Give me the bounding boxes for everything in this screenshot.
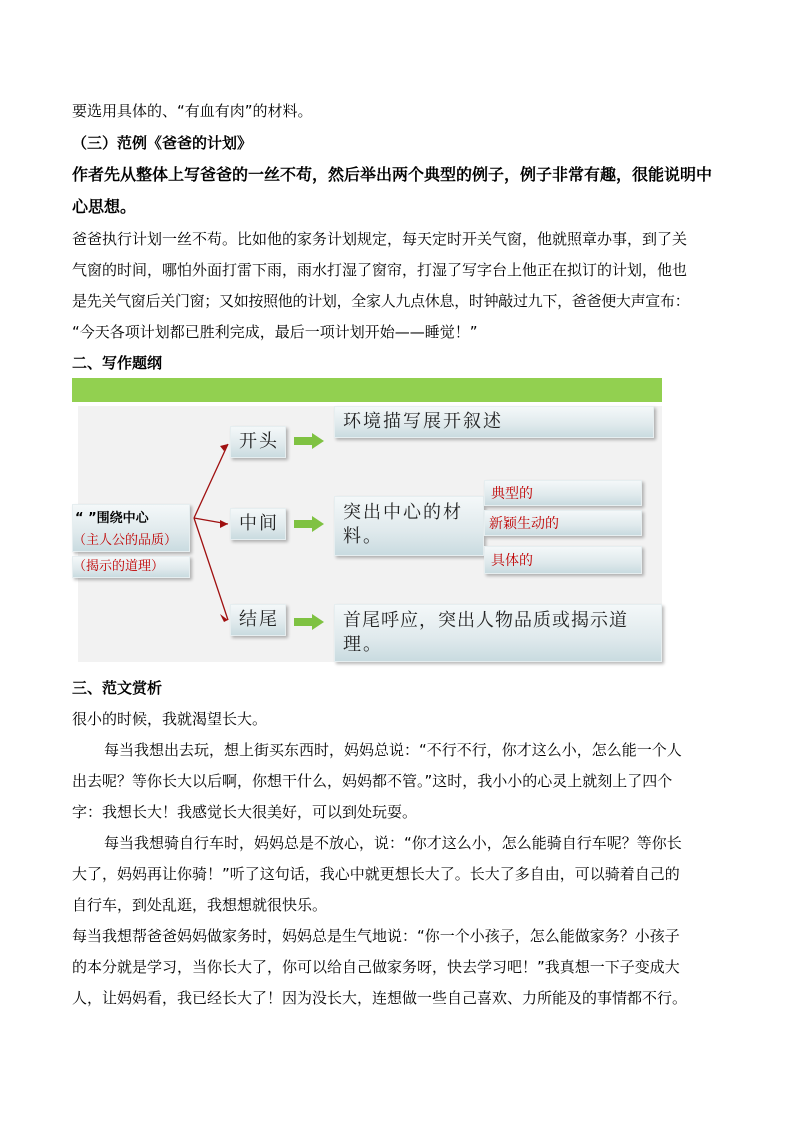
text-line: 的本分就是学习，当你长大了，你可以给自己做家务呀，快去学习吧！”我真想一下子变成大: [72, 958, 680, 976]
end-desc-box: [334, 604, 662, 662]
end-desc-line1: 首尾呼应，突出人物品质或揭示道: [343, 610, 628, 631]
text-line: 每当我想出去玩，想上街买东西时，妈妈总说：“不行不行，你才这么小，怎么能一个人: [104, 741, 682, 759]
middle-desc-box: [334, 496, 484, 556]
section-heading-outline: 二、写作题纲: [72, 354, 163, 372]
text-line: 每当我想帮爸爸妈妈做家务时，妈妈总是生气地说：“你一个小孩子，怎么能做家务？小孩子: [72, 927, 680, 945]
text-line: 人，让妈妈看，我已经长大了！因为没长大，连想做一些自己喜欢、力所能及的事情都不行。: [72, 989, 688, 1007]
arrow-right-icon: [294, 516, 324, 532]
center-sub-box: [72, 556, 190, 578]
material-novel: 新颖生动的: [489, 516, 559, 532]
middle-desc-line2: 料。: [343, 526, 383, 547]
text-line: 大了，妈妈再让你骑！”听了这句话，我心中就更想长大了。长大了多自由，可以骑着自己的: [72, 865, 680, 883]
text-line: 作者先从整体上写爸爸的一丝不苟，然后举出两个典型的例子，例子非常有趣，很能说明中: [72, 165, 713, 184]
section-heading-appreciation: 三、范文赏析: [72, 679, 163, 697]
center-title: “ ”围绕中心: [75, 511, 149, 526]
text-line: 字：我想长大！我感觉长大很美好，可以到处玩耍。: [72, 803, 418, 821]
start-desc-box: [334, 406, 654, 438]
text-line: “今天各项计划都已胜利完成，最后一项计划开始——睡觉！”: [72, 323, 478, 341]
text-line: 气窗的时间，哪怕外面打雷下雨，雨水打湿了窗帘，打湿了写字台上他正在拟订的计划，他也: [72, 261, 688, 279]
start-desc: 环境描写展开叙述: [343, 411, 503, 432]
section-heading-example: （三）范例《爸爸的计划》: [72, 134, 253, 152]
material-box-novel: [484, 510, 642, 536]
text-line: 很小的时候，我就渴望长大。: [72, 710, 268, 728]
text-line: 是先关气窗后关门窗；又如按照他的计划，全家人九点休息，时钟敲过九下，爸爸便大声宣布：: [72, 292, 690, 310]
middle-desc-line1: 突出中心的材: [343, 502, 463, 523]
text-line: 爸爸执行计划一丝不苟。比如他的家务计划规定，每天定时开关气窗，他就照章办事，到了关: [72, 230, 688, 248]
middle-label-box: [230, 508, 286, 540]
center-box: [72, 504, 190, 552]
arrow-right-icon: [294, 433, 324, 449]
end-label-box: [230, 604, 286, 636]
arrow-right-icon: [294, 614, 324, 630]
center-sub-quality: （主人公的品质）: [73, 533, 178, 548]
text-line: 要选用具体的、“有血有肉”的材料。: [72, 102, 313, 120]
text-line: 出去呢？等你长大以后啊，你想干什么，妈妈都不管。”这时，我小小的心灵上就刻上了四个: [72, 772, 673, 790]
end-desc-line2: 理。: [343, 634, 383, 655]
start-label-box: [230, 426, 286, 458]
material-box-concrete: [484, 546, 642, 574]
center-sub-reason: （揭示的道理）: [73, 559, 165, 574]
text-line: 每当我想骑自行车时，妈妈总是不放心，说：“你才这么小，怎么能骑自行车呢？等你长: [104, 834, 682, 852]
material-concrete: 具体的: [491, 553, 533, 569]
text-line: 心思想。: [72, 197, 137, 216]
text-line: 自行车，到处乱逛，我想想就很快乐。: [72, 896, 328, 914]
material-box-typical: [484, 480, 642, 506]
writing-outline-diagram: [72, 378, 664, 666]
end-label: 结尾: [239, 609, 279, 630]
middle-label: 中间: [239, 513, 279, 534]
material-typical: 典型的: [491, 486, 533, 502]
start-label: 开头: [239, 431, 279, 452]
